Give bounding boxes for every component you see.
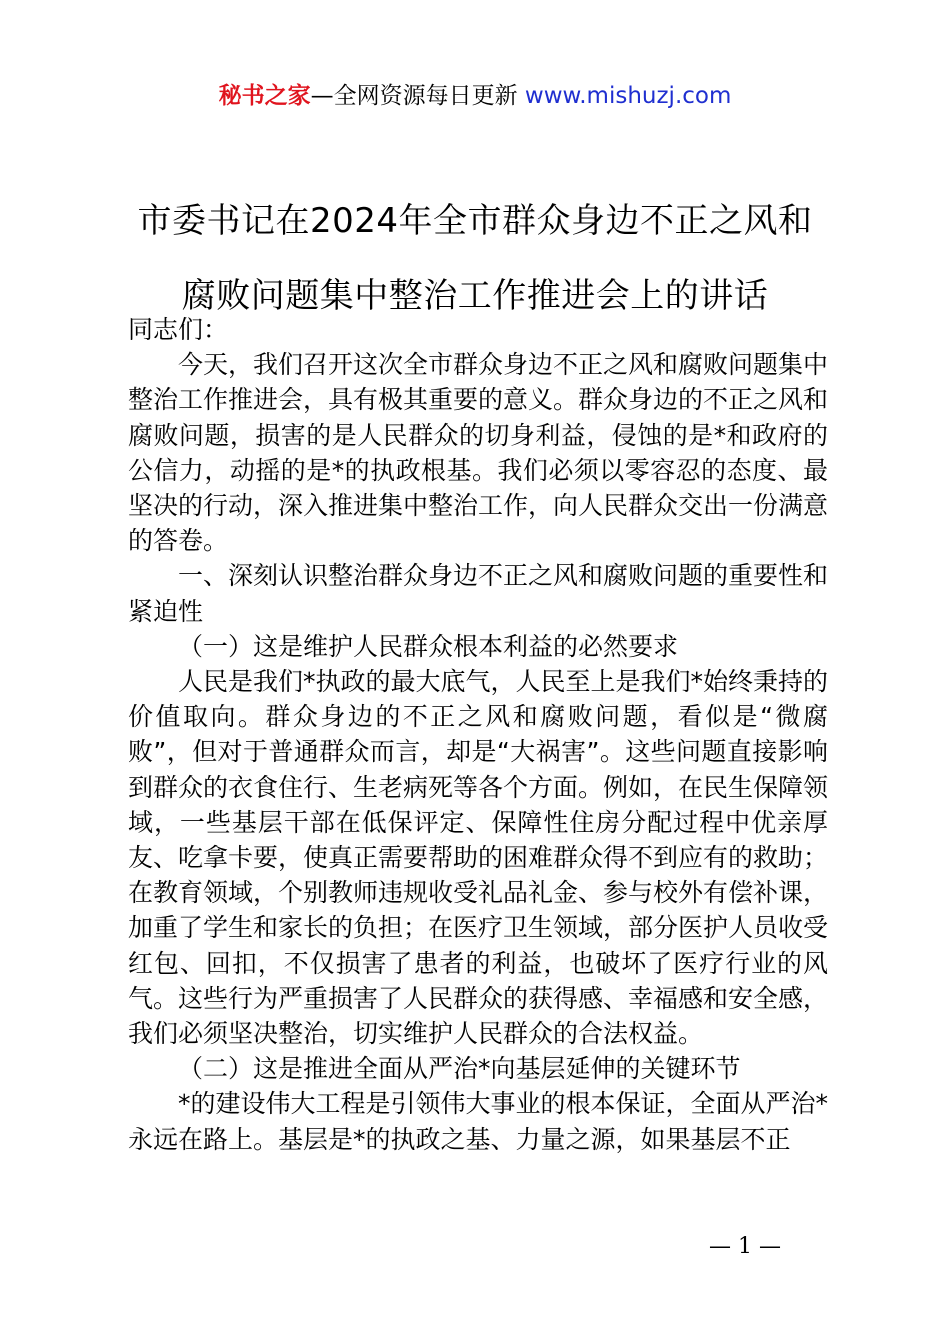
title-line-2: 腐败问题集中整治工作推进会上的讲话: [181, 276, 769, 316]
paragraph-body-1: 人民是我们*执政的最大底气，人民至上是我们*始终秉持的价值取向。群众身边的不正之风和腐败问题，看似是“微腐败”，但对于普通群众而言，却是“大祸害”。这些问题直接影响到群众的衣食住行、生老病死等各个方面。例如，在民生保障领域，一些基层干部在低保评定、保障性住房分配过程中优亲厚友、吃拿卡要，使真正需要帮助的困难群众得不到应有的救助；在教育领域，个别教师违规收受礼品礼金、参与校外有偿补课，加重了学生和家长的负担；在医疗卫生领域，部分医护人员收受红包、回扣，不仅损害了患者的利益，也破坏了医疗行业的风气。这些行为严重损害了人民群众的获得感、幸福感和安全感，我们必须坚决整治，切实维护人民群众的合法权益。: [128, 667, 829, 1049]
site-watermark-header: [0, 80, 950, 112]
paragraph-body-2: *的建设伟大工程是引领伟大事业的根本保证，全面从严治*永远在路上。基层是*的执政之基、力量之源，如果基层不正: [128, 1089, 829, 1154]
subsection-heading-1: （一）这是维护人民群众根本利益的必然要求: [178, 631, 679, 661]
subsection-heading-2: （二）这是推进全面从严治*向基层延伸的关键环节: [178, 1054, 741, 1084]
document-body: [128, 312, 828, 1157]
salutation: 同志们：: [128, 315, 229, 344]
site-brand: 秘书之家: [218, 83, 311, 109]
paragraph-intro: 今天，我们召开这次全市群众身边不正之风和腐败问题集中整治工作推进会，具有极其重要的意义。群众身边的不正之风和腐败问题，损害的是人民群众的切身利益，侵蚀的是*和政府的公信力，动摇的是*的执政根基。我们必须以零容忍的态度、最坚决的行动，深入推进集中整治工作，向人民群众交出一份满意的答卷。: [128, 350, 829, 556]
page-number: — 1 —: [709, 1234, 781, 1259]
section-heading-1: 一、深刻认识整治群众身边不正之风和腐败问题的重要性和紧迫性: [128, 561, 829, 626]
site-tagline: —全网资源每日更新: [310, 83, 518, 109]
site-url-link[interactable]: www.mishuzj.com: [524, 83, 732, 109]
title-line-1: 市委书记在2024年全市群众身边不正之风和: [137, 201, 813, 241]
